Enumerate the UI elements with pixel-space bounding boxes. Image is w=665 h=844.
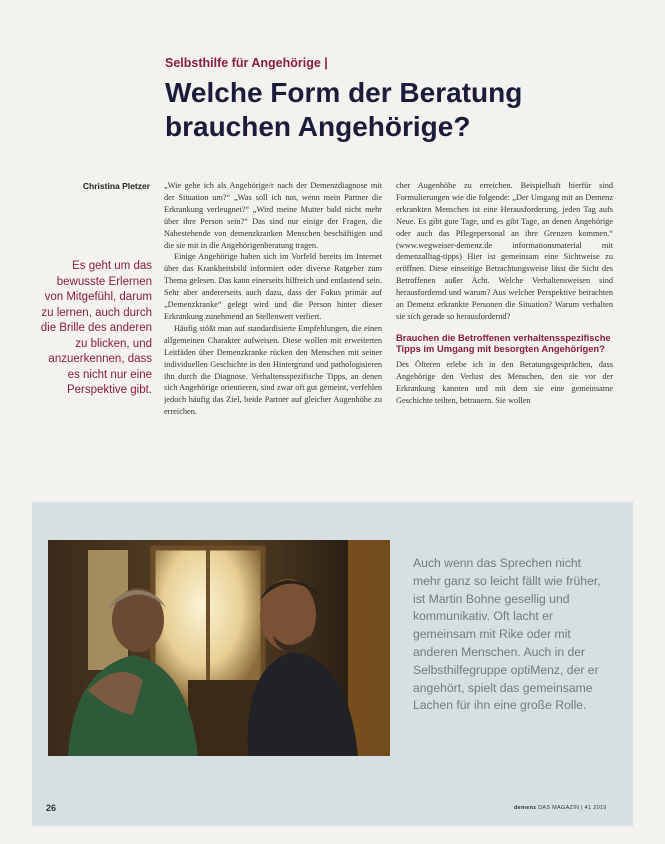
article-title: Welche Form der Beratung brauchen Angehörige?	[165, 77, 523, 142]
paragraph: Des Öfteren erlebe ich in den Beratungsgesprächen, dass Angehörige den Verlust des Menschen, den sie vor der Erkrankung kannten und mit dem sie eine gemeinsame Geschichte teilten, betrauern. Sie wollen	[396, 359, 613, 405]
paragraph: „Wie gehe ich als Angehörige/r nach der Demenzdiagnose mit der Situation um?“ „Was soll ich tun, wenn mein Partner die Erkrankung verleugnet?“ „Wird meine Mutter bald nicht mehr über ihre Person sein?“ Das sind nur einige der Fragen, die Nahestehende von demenzkranken Menschen beschäftigen und die sie mit in die Angehörigenberatung tragen.	[164, 181, 382, 250]
magazine-issue: DAS MAGAZIN | 41 2019	[538, 805, 607, 811]
photo-two-people-laughing	[48, 540, 390, 756]
pull-quote: Es geht um das bewusste Erlernen von Mitgefühl, darum zu lernen, auch durch die Brille des anderen zu blicken, und anzuerkennen, dass es nicht nur eine Perspektive gibt.	[40, 260, 152, 396]
photo-illustration	[48, 540, 390, 756]
subheading-question: Brauchen die Betroffenen verhaltensspezifische Tipps im Umgang mit besorgten Angehörigen?	[396, 331, 611, 355]
paragraph: Einige Angehörige haben sich im Vorfeld bereits im Internet über das Krankheitsbild informiert oder diverse Ratgeber zum Thema gelesen. Das kann einerseits hilfreich und entlastend sein. Sehr aber andererseits auch dazu, dass der Fokus primär auf „Demenzkranke“ gelegt wird und die Person hinter dieser Erkrankung zunehmend an Stellenwert verliert.	[164, 252, 382, 321]
text-column-1	[164, 180, 382, 442]
section-kicker: Selbsthilfe für Angehörige |	[165, 56, 328, 70]
paragraph: Häufig stößt man auf standardisierte Empfehlungen, die einen allgemeinen Charakter aufweisen. Diese wollen mit erweiterten Leitfäden über Demenzkranke rücken den Menschen mit seiner individuellen Geschichte in den Hintergrund und pathologisieren ihn durch die Diagnose. Verhaltensspezifische Tipps, an denen sich Angehörige orientieren, sind zwar oft gut gemeint, verfehlen jedoch häufig das Ziel, beide Partner auf gleicher Augenhöhe zu erreichen.	[164, 323, 382, 417]
magazine-name: demenz	[514, 805, 537, 811]
photo-caption: Auch wenn das Sprechen nicht mehr ganz so leicht fällt wie früher, ist Martin Bohne gesellig und kommunikativ. Oft lacht er gemeinsam mit Rike oder mit anderen Menschen. Auch in der Selbsthilfegruppe optiMenz, der er angehört, spielt das gemeinsame Lachen für ihn eine große Rolle.	[413, 556, 601, 713]
author-byline: Christina Pletzer	[82, 181, 150, 191]
page-number: 26	[46, 803, 57, 813]
magazine-footer	[514, 805, 607, 811]
text-column-2	[396, 180, 613, 419]
paragraph: cher Augenhöhe zu erreichen. Beispielhaft hierfür sind Formulierungen wie die folgende: „Der Umgang mit an Demenz erkrankten Menschen ist eine Herausforderung, jeden Tag aufs Neue. Es gibt gute Tage, und es gibt Tage, an denen Angehörige oder auch das Pflegepersonal an ihre Grenzen kommen.“ (www.wegweiser-demenz.de informationsmaterial mit demenzalltag-tipps) Hier ist gemeinsam eine Sichtweise zu eröffnen. Diese einseitige Betrachtungsweise lässt die Sicht des Betroffenen außer Acht. Welche Verhaltensweisen sind herausfordernd und warum? Aus welcher Perspektive betrachten an Demenz erkrankte Personen die Situation? Warum verhalten sie sich gerade so herausfordernd?	[396, 181, 613, 321]
